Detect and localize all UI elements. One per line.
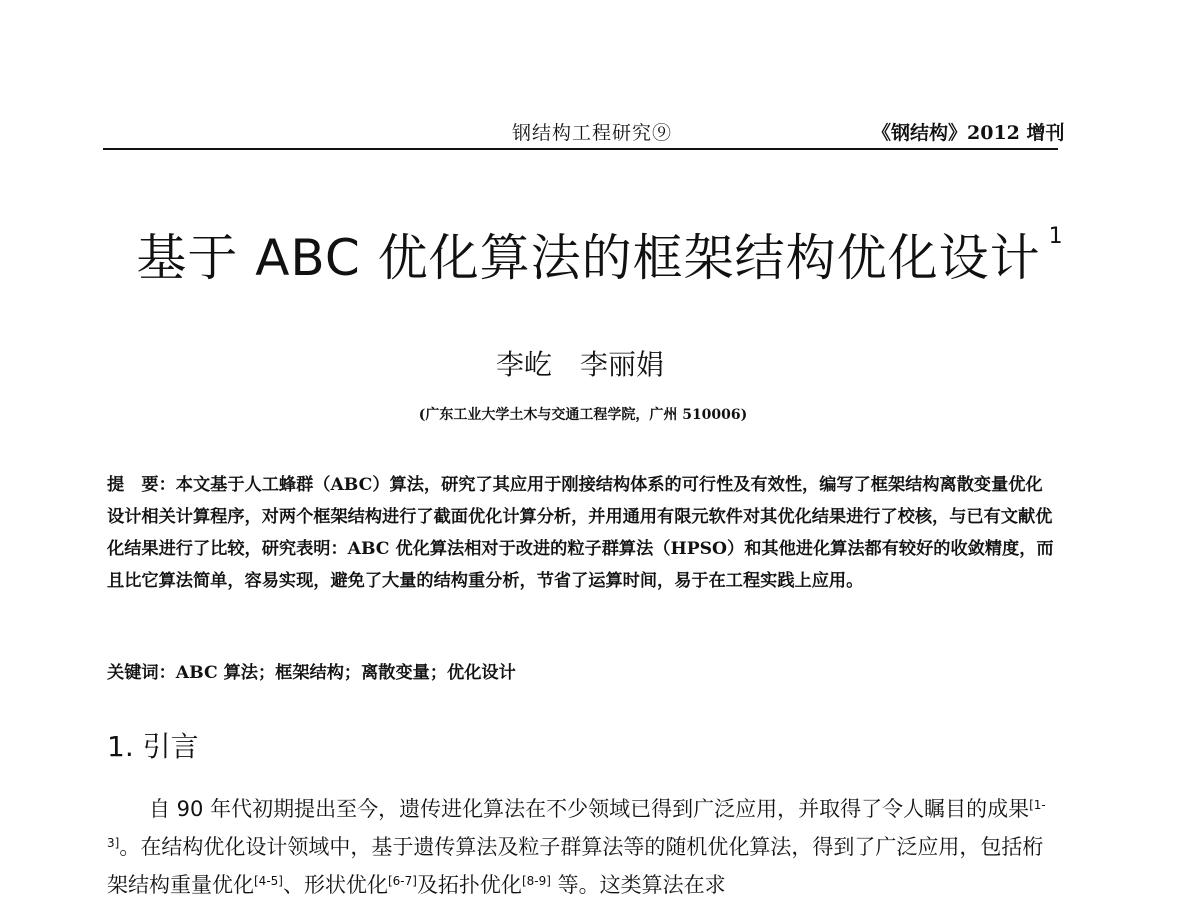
body-text-5: 等。这类算法在求 xyxy=(550,873,726,897)
citation-ref: [4-5] xyxy=(254,874,283,888)
body-text-3: 、形状优化 xyxy=(282,873,388,897)
citation-ref: [1-3] xyxy=(107,798,1046,850)
body-text-1: 自 90 年代初期提出至今，遗传进化算法在不少领域已得到广泛应用，并取得了令人瞩目的成果 xyxy=(149,797,1030,821)
abstract-text: 本文基于人工蜂群（ABC）算法，研究了其应用于刚接结构体系的可行性及有效性，编写了框架结构离散变量优化设计相关计算程序，对两个框架结构进行了截面优化计算分析，并用通用有限元软件对其优化结果进行了校核，与已有文献优化结果进行了比较，研究表明：ABC 优化算法相对于改进的粒子群算法（HPSO）和其他进化算法都有较好的收敛精度，而且比它算法简单，容易实现，避免了大量的结构重分析，节省了运算时间，易于在工程实践上应用。 xyxy=(107,475,1054,591)
paper-title xyxy=(0,218,1200,290)
citation-ref: [6-7] xyxy=(387,874,417,888)
paper-title-text: 基于 ABC 优化算法的框架结构优化设计 xyxy=(136,229,1041,287)
keywords-text: ABC 算法；框架结构；离散变量；优化设计 xyxy=(175,663,516,683)
body-text-4: 及拓扑优化 xyxy=(416,873,522,897)
running-header-journal-series: 钢结构工程研究⑨ xyxy=(512,122,673,144)
body-paragraph xyxy=(107,790,1057,904)
citation-ref: [8-9] xyxy=(521,874,551,888)
running-header-journal-issue: 《钢结构》2012 增刊 xyxy=(872,122,1065,144)
section-heading-introduction: 1. 引言 xyxy=(107,730,199,763)
body-text-2: 。在结构优化设计领域中，基于遗传算法及粒子群算法等的随机优化算法，得到了广泛应用，包括桁架结构重量优化 xyxy=(107,835,1044,897)
header-rule xyxy=(103,148,1058,150)
author-list: 李屹 李丽娟 xyxy=(495,348,664,381)
title-footnote-marker: 1 xyxy=(1048,224,1064,249)
keywords-label: 关键词： xyxy=(107,663,176,683)
keywords xyxy=(107,658,1057,683)
abstract xyxy=(107,469,1057,597)
abstract-label: 提 要： xyxy=(107,475,176,495)
author-affiliation: (广东工业大学土木与交通工程学院，广州 510006) xyxy=(418,407,748,423)
